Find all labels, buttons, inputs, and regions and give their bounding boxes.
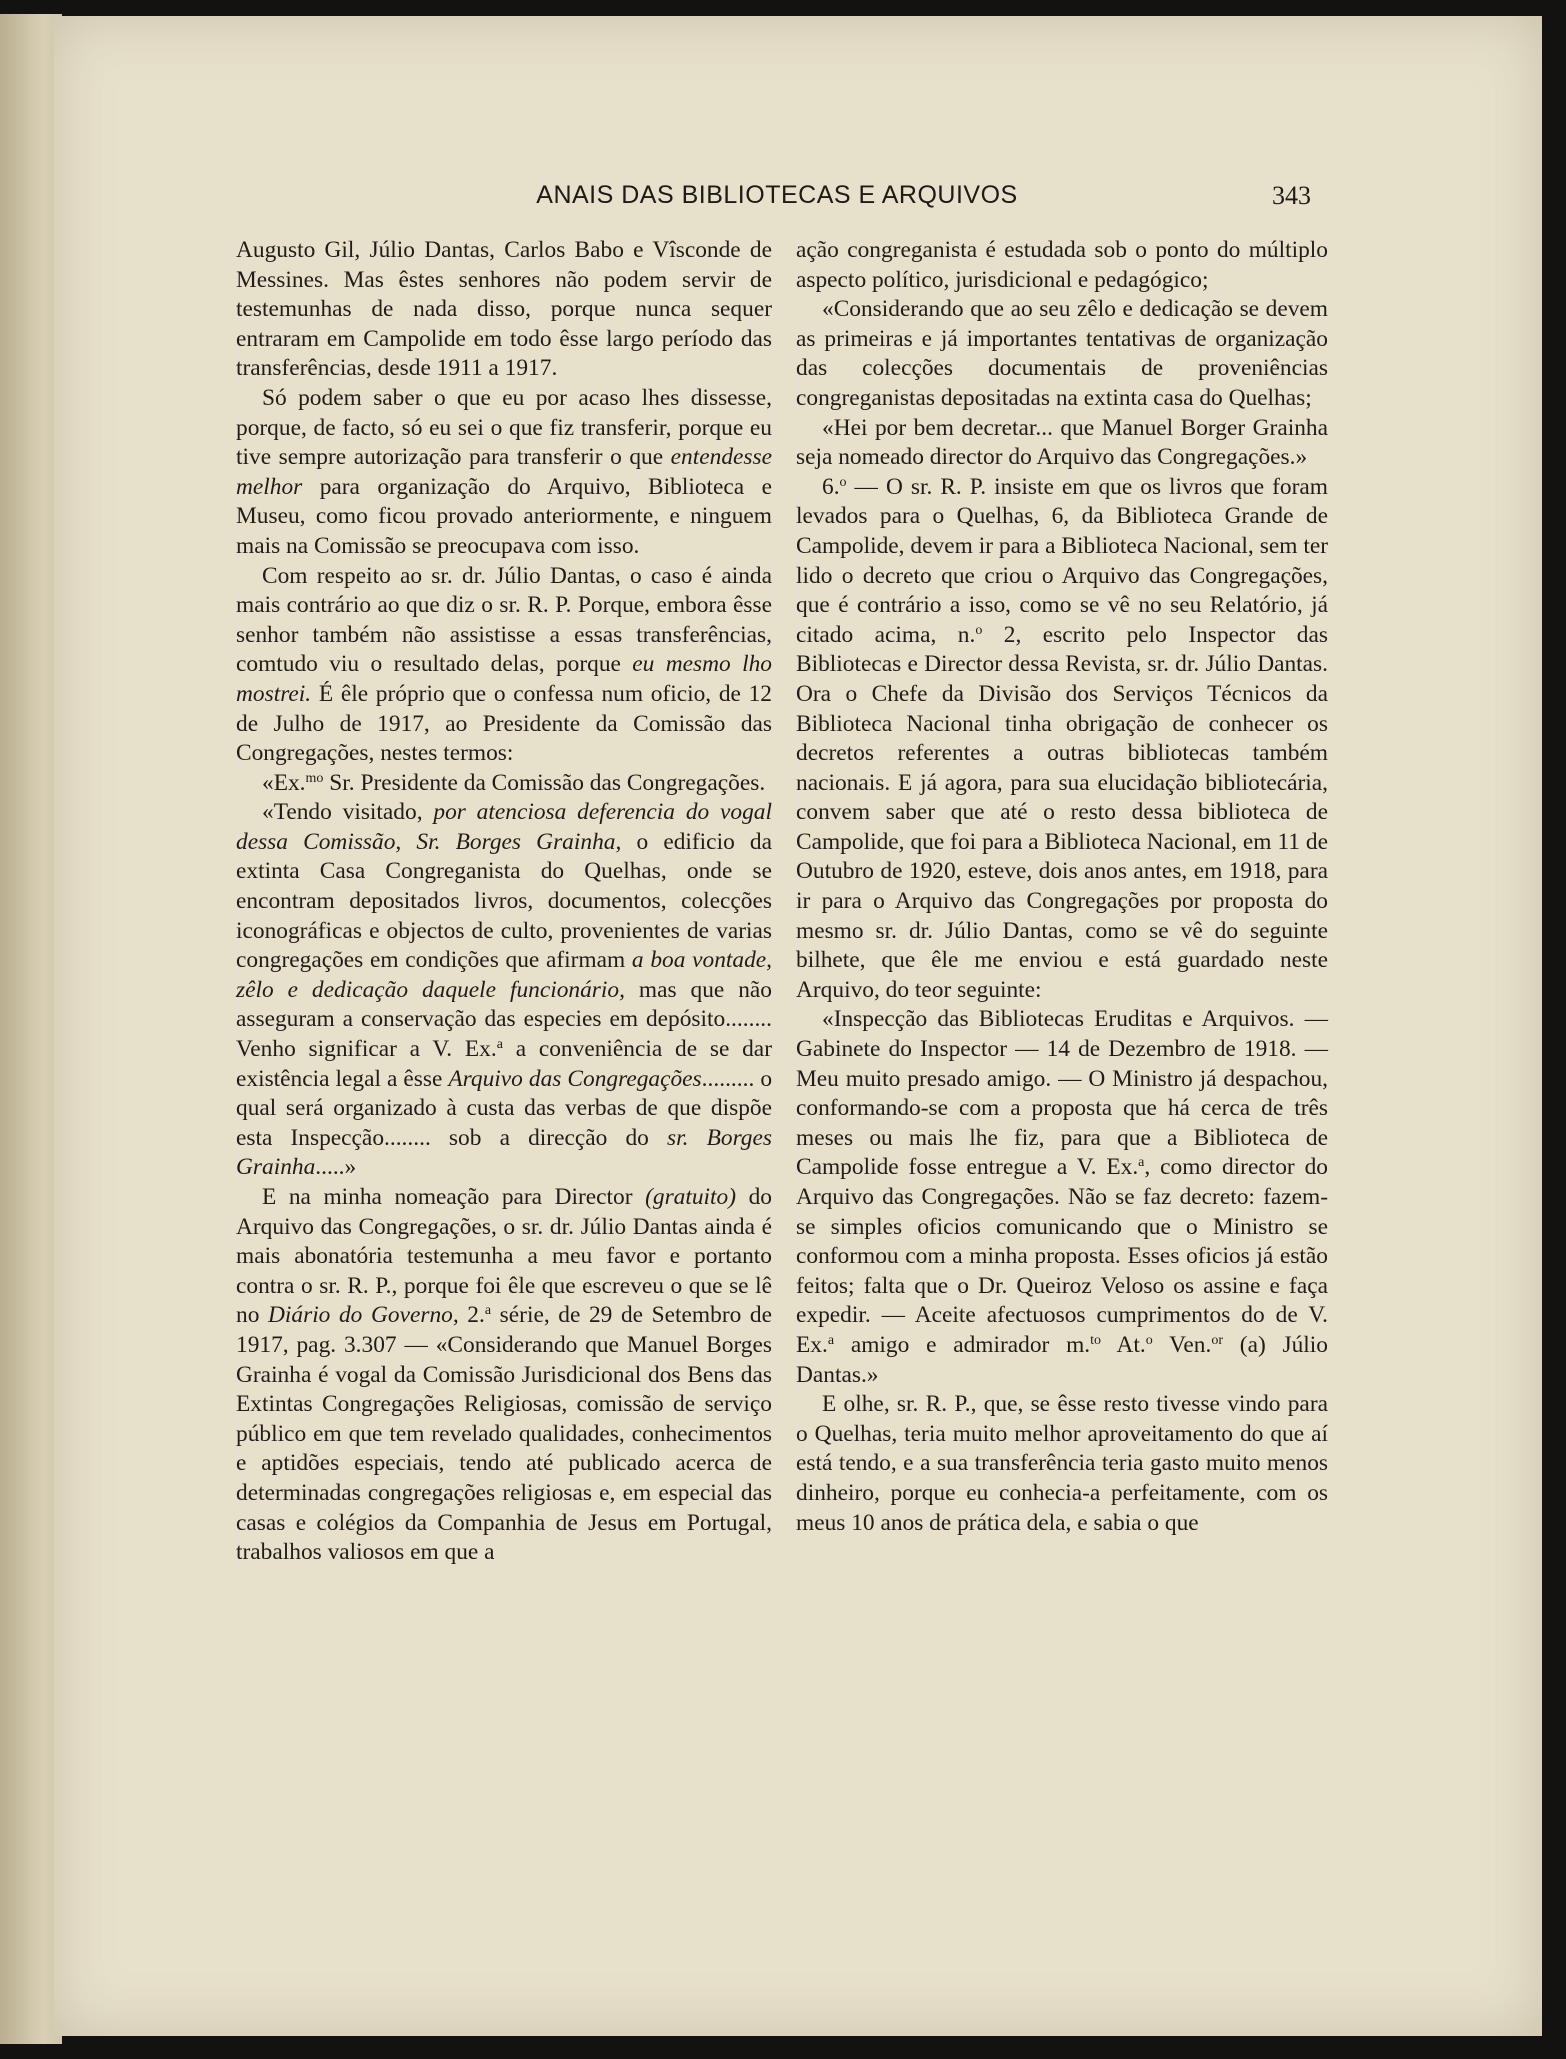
paragraph: Augusto Gil, Júlio Dantas, Carlos Babo e Vîsconde de Messines. Mas êstes senhores não podem servir de testemunhas de nada disso, porque nunca sequer entraram em Campolide em todo êsse largo período das transferências, desde 1911 a 1917. [236, 237, 772, 382]
paragraph: «Considerando que ao seu zêlo e dedicação se devem as primeiras e já importantes tentativas de organização das colecções documentais de proveniências congreganistas depositadas na extinta casa do Quelhas; [796, 296, 1328, 411]
paragraph: E na minha nomeação para Director (gratuito) do Arquivo das Congregações, o sr. dr. Júlio Dantas ainda é mais abonatória testemunha a meu favor e portanto contra o sr. R. P., porque foi êle que escreveu o que se lê no Diário do Governo, 2.$^a$ série, de 29 de Setembro de 1917, pag. 3.307 — «Considerando que Manuel Borges Grainha é vogal da Comissão Jurisdicional dos Bens das Extintas Congregações Religiosas, comissão de serviço público em que tem revelado qualidades, conhecimentos e aptidões especiais, tendo até publicado acerca de determinadas congregações religiosas e, em especial das casas e colégios da Companhia de Jesus em Portugal, trabalhos valiosos em que a [236, 1184, 772, 1566]
book-gutter [0, 14, 62, 2044]
paragraph: Só podem saber o que eu por acaso lhes dissesse, porque, de facto, só eu sei o que fiz transferir, porque eu tive sempre autorização para transferir o que entendesse melhor para organização do Arquivo, Biblioteca e Museu, como ficou provado anteriormente, e ninguem mais na Comissão se preocupava com isso. [236, 384, 772, 559]
paragraph: «Hei por bem decretar... que Manuel Borger Grainha seja nomeado director do Arquivo das Congregações.» [796, 414, 1328, 471]
paragraph: 6.$^o$ — O sr. R. P. insiste em que os livros que foram levados para o Quelhas, 6, da Biblioteca Grande de Campolide, devem ir para a Biblioteca Nacional, sem ter lido o decreto que criou o Arquivo das Congregações, que é contrário a isso, como se vê no seu Relatório, já citado acima, n.$^o$ 2, escrito pelo Inspector das Bibliotecas e Director dessa Revista, sr. dr. Júlio Dantas. Ora o Chefe da Divisão dos Serviços Técnicos da Biblioteca Nacional tinha obrigação de conhecer os decretos referentes a outras bibliotecas também nacionais. E já agora, para sua elucidação bibliotecária, convem saber que até o resto dessa biblioteca de Campolide, que foi para a Biblioteca Nacional, em 11 de Outubro de 1920, esteve, dois anos antes, em 1918, para ir para o Arquivo das Congregações por proposta do mesmo sr. dr. Júlio Dantas, como se vê do seguinte bilhete, que êle me enviou e está guardado neste Arquivo, do teor seguinte: [796, 473, 1328, 1003]
page-number: 343 [1272, 181, 1311, 210]
quoted-letter: «Inspecção das Bibliotecas Eruditas e Arquivos. — Gabinete do Inspector — 14 de Dezembro de 1918. — Meu muito presado amigo. — O Ministro já despachou, conformando-se com a proposta que há cerca de três meses ou mais lhe fiz, para que a Biblioteca de Campolide fosse entregue a V. Ex.$^a$, como director do Arquivo das Congregações. Não se faz decreto: fazem-se simples oficios comunicando que o Ministro se conformou com a minha proposta. Esses oficios já estão feitos; falta que o Dr. Queiroz Veloso os assine e faça expedir. — Aceite afectuosos cumprimentos do de V. Ex.$^a$ amigo e admirador m.$^{to}$ At.$^o$ Ven.$^{or}$ (a) Júlio Dantas.» [796, 1006, 1329, 1388]
running-title: ANAIS DAS BIBLIOTECAS E ARQUIVOS [536, 181, 1018, 209]
paragraph: ação congreganista é estudada sob o ponto do múltiplo aspecto político, jurisdicional e pedagógico; [796, 237, 1328, 293]
paragraph: E olhe, sr. R. P., que, se êsse resto tivesse vindo para o Quelhas, teria muito melhor aproveitamento do que aí está tendo, e a sua transferência teria gasto muito menos dinheiro, porque eu conhecia-a perfeitamente, com os meus 10 anos de prática dela, e sabia o que [796, 1391, 1328, 1536]
paragraph: «Ex.$^{mo}$ Sr. Presidente da Comissão das Congregações. [262, 769, 766, 796]
left-column [236, 236, 772, 1568]
quoted-letter: «Tendo visitado, por atenciosa deferencia do vogal dessa Comissão, Sr. Borges Grainha, o edificio da extinta Casa Congreganista do Quelhas, onde se encontram depositados livros, documentos, colecções iconográficas e objectos de culto, provenientes de varias congregações em condições que afirmam a boa vontade, zêlo e dedicação daquele funcionário, mas que não asseguram a conservação das especies em depósito........ Venho significar a V. Ex.$^a$ a conveniência de se dar existência legal a êsse Arquivo das Congregações......... o qual será organizado à custa das verbas de que dispõe esta Inspecção........ sob a direcção do sr. Borges Grainha.....» [236, 799, 773, 1181]
paragraph: Com respeito ao sr. dr. Júlio Dantas, o caso é ainda mais contrário ao que diz o sr. R. P. Porque, embora êsse senhor também não assistisse a essas transferências, comtudo viu o resultado delas, porque eu mesmo lho mostrei. É êle próprio que o confessa num oficio, de 12 de Julho de 1917, ao Presidente da Comissão das Congregações, nestes termos: [236, 562, 772, 767]
right-column [796, 236, 1328, 1538]
